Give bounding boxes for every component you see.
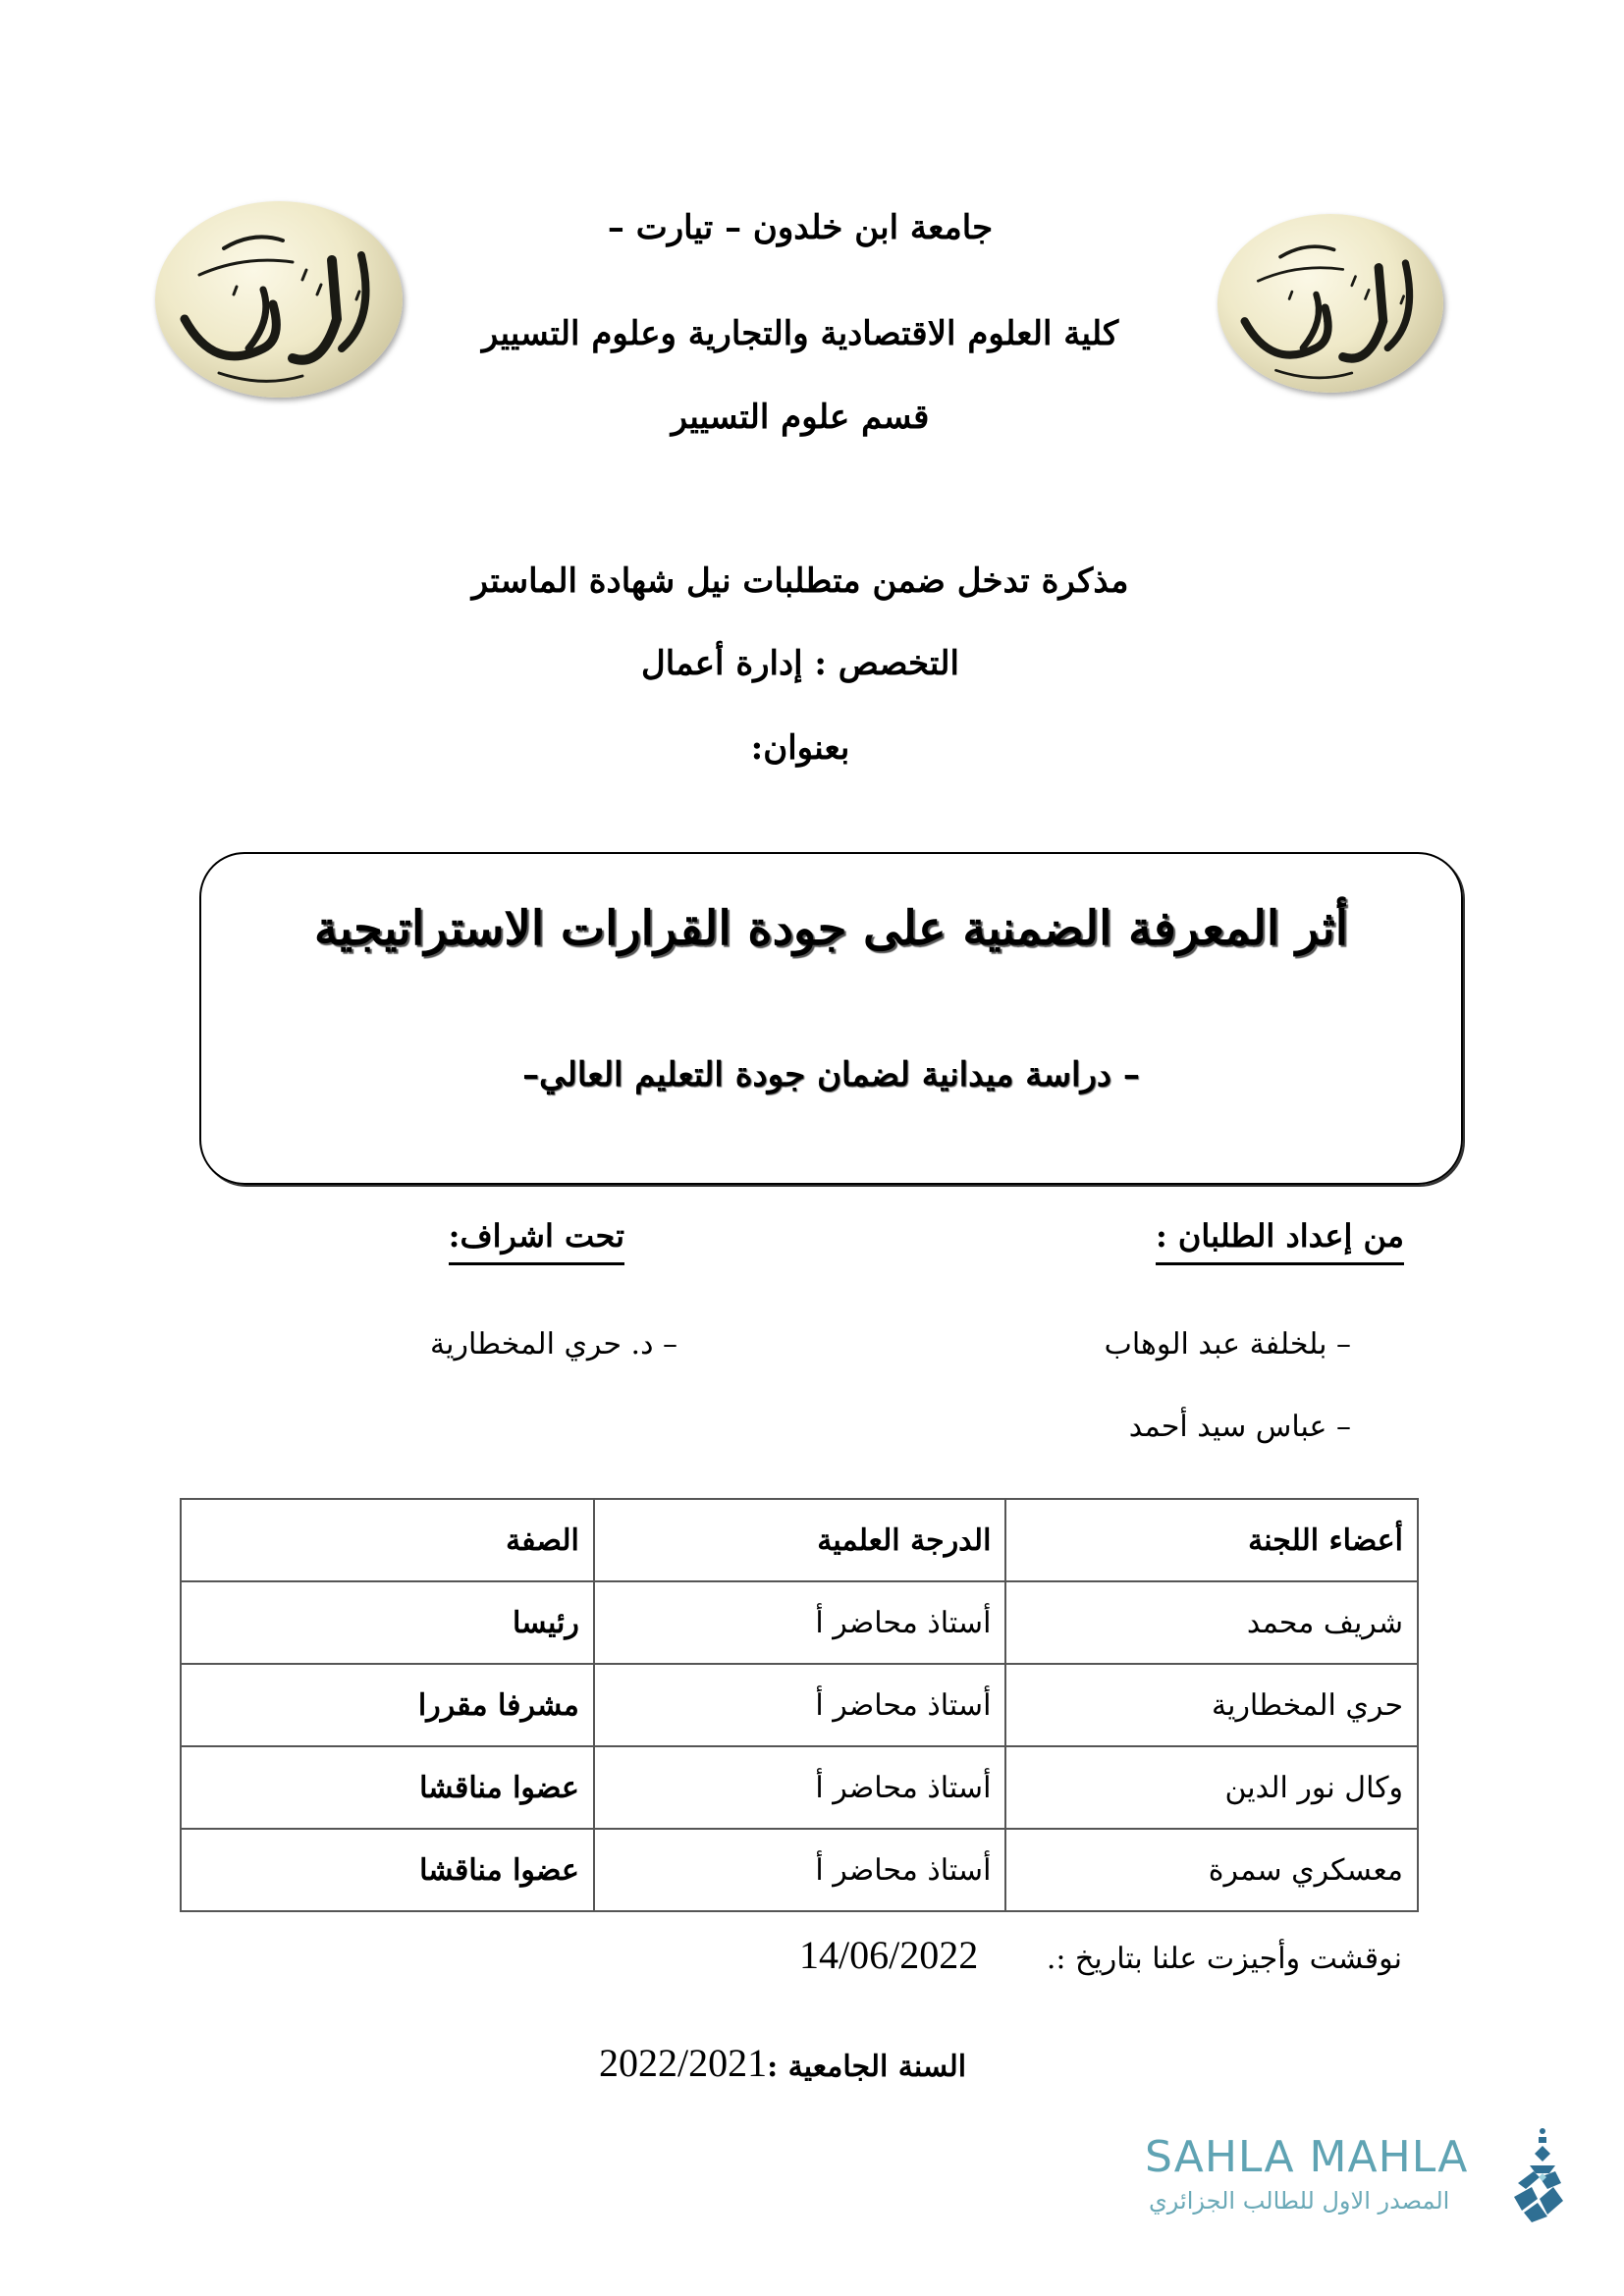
member-name: معسكري سمرة (1005, 1829, 1418, 1911)
academic-year-label: السنة الجامعية : (767, 2050, 967, 2084)
thesis-title-box (199, 852, 1463, 1185)
specialty: التخصص : إدارة أعمال (641, 644, 959, 683)
supervision-section (449, 1217, 624, 1255)
member-rank: أستاذ محاضر أ (594, 1664, 1006, 1746)
table-row (181, 1746, 1418, 1829)
table-row (181, 1829, 1418, 1911)
header-role: الصفة (181, 1499, 594, 1581)
committee-table (180, 1498, 1419, 1912)
member-role: عضوا مناقشا (181, 1829, 594, 1911)
thesis-title: أثر المعرفة الضمنية على جودة القرارات الاستراتيجية (313, 901, 1349, 956)
department-name: قسم علوم التسيير (671, 398, 930, 437)
memo-purpose: مذكرة تدخل ضمن متطلبات نيل شهادة الماستر (471, 561, 1129, 601)
authors-label: من إعداد الطلبان : (1156, 1217, 1404, 1265)
thesis-subtitle: – دراسة ميدانية لضمان جودة التعليم العالي– (522, 1055, 1140, 1095)
supervision-label: تحت اشراف: (449, 1217, 624, 1265)
academic-year-line (599, 2040, 966, 2086)
table-header-row (181, 1499, 1418, 1581)
member-rank: أستاذ محاضر أ (594, 1829, 1006, 1911)
authors-section (1156, 1217, 1404, 1255)
sahla-mahla-logo-icon (1510, 2126, 1563, 2224)
defense-label: نوقشت وأجيزت علنا بتاريخ :. (1046, 1942, 1402, 1976)
defense-date: 14/06/2022 (799, 1933, 979, 1977)
member-role: عضوا مناقشا (181, 1746, 594, 1829)
student-2: – عباس سيد أحمد (1128, 1410, 1351, 1444)
table-row (181, 1581, 1418, 1664)
watermark-tagline: المصدر الاول للطالب الجزائري (1149, 2187, 1450, 2215)
student-1: – بلخلفة عبد الوهاب (1104, 1327, 1351, 1362)
member-role: مشرفا مقررا (181, 1664, 594, 1746)
member-rank: أستاذ محاضر أ (594, 1746, 1006, 1829)
header-member: أعضاء اللجنة (1005, 1499, 1418, 1581)
academic-year-value: 2022/2021 (599, 2041, 768, 2085)
defense-date-line (799, 1932, 1402, 1978)
member-role: رئيسا (181, 1581, 594, 1664)
faculty-name: كلية العلوم الاقتصادية والتجارية وعلوم التسيير (481, 314, 1119, 353)
supervisor-name: – د. حري المخطارية (430, 1327, 677, 1362)
member-name: شريف محمد (1005, 1581, 1418, 1664)
member-name: حري المخطارية (1005, 1664, 1418, 1746)
member-name: وكال نور الدين (1005, 1746, 1418, 1829)
title-label: بعنوان: (750, 728, 850, 768)
member-rank: أستاذ محاضر أ (594, 1581, 1006, 1664)
university-name: جامعة ابن خلدون – تيارت – (607, 208, 994, 247)
watermark-brand: SAHLA MAHLA (1145, 2132, 1469, 2182)
sahla-mahla-watermark (1139, 2120, 1561, 2228)
table-row (181, 1664, 1418, 1746)
header-rank: الدرجة العلمية (594, 1499, 1006, 1581)
